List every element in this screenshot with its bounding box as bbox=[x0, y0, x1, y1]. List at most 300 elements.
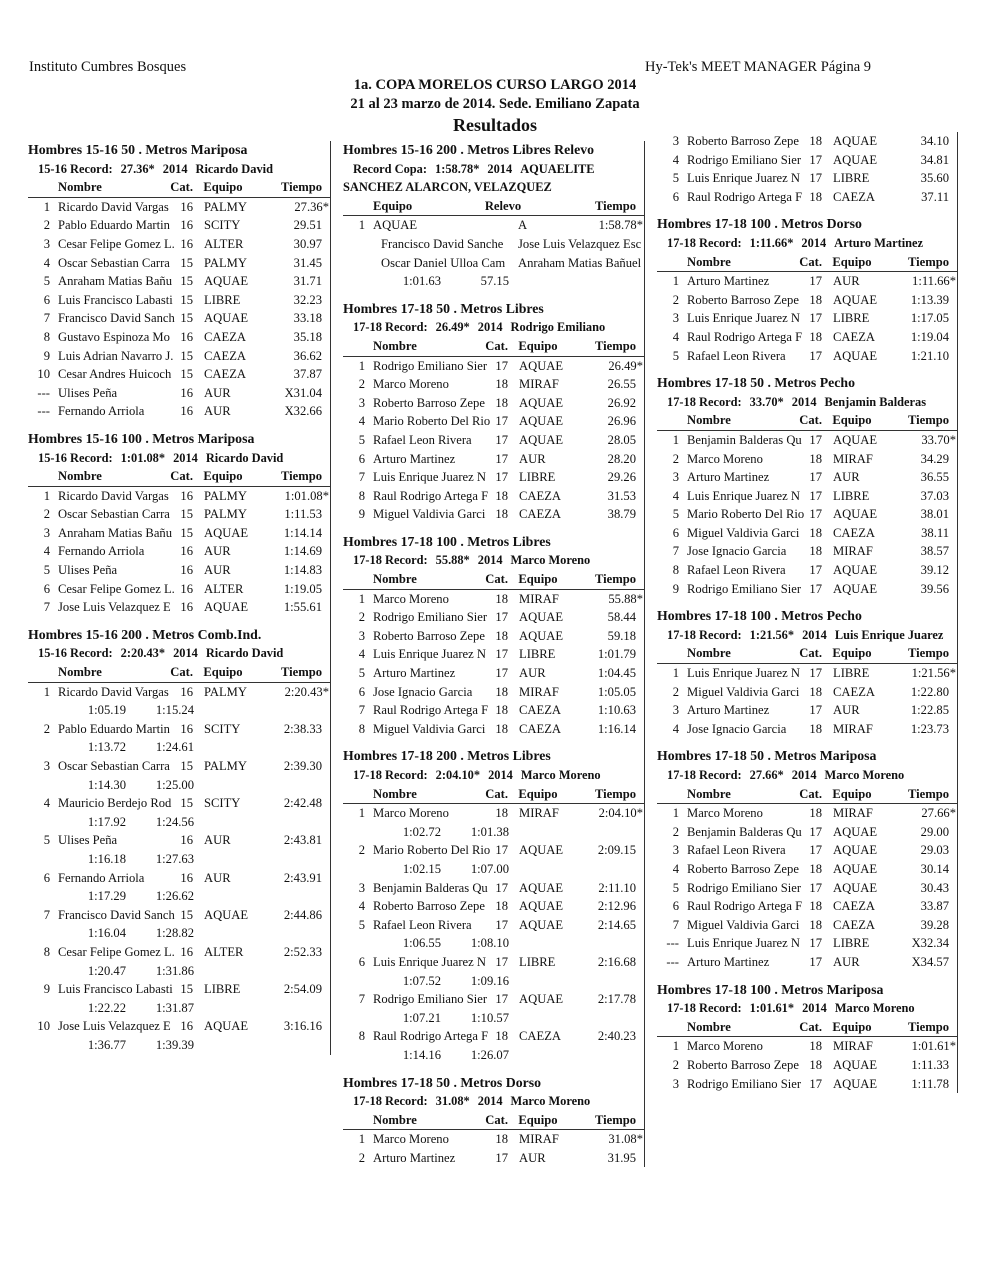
split-time: 1:22.22 bbox=[87, 1000, 126, 1015]
time: 1:14.69 bbox=[283, 544, 322, 559]
time: 1:19.05 bbox=[283, 581, 322, 596]
split-time: 1:26.07 bbox=[470, 1047, 509, 1062]
results-heading: Resultados bbox=[452, 115, 537, 135]
header-nombre: Nombre bbox=[373, 338, 417, 353]
split-time: 1:39.39 bbox=[155, 1037, 194, 1052]
team: MIRAF bbox=[833, 544, 873, 559]
record-year: 2014 bbox=[802, 1001, 827, 1016]
splits-row bbox=[343, 272, 644, 291]
place: 1 bbox=[43, 684, 50, 699]
team: AQUAE bbox=[833, 843, 878, 858]
age-category: 15 bbox=[180, 311, 193, 326]
swimmer-name: Luis Enrique Juarez N bbox=[373, 470, 486, 485]
header-equipo: Equipo bbox=[203, 469, 243, 484]
team: AQUAE bbox=[204, 1019, 249, 1034]
team: AUR bbox=[204, 385, 231, 400]
record-holder: AQUAELITE bbox=[520, 161, 595, 176]
record-holder: Marco Moreno bbox=[824, 768, 905, 782]
record-holder: Marco Moreno bbox=[520, 768, 601, 782]
result-row bbox=[657, 188, 957, 207]
age-category: 16 bbox=[180, 721, 193, 736]
time: 37.03 bbox=[920, 488, 949, 503]
place: 6 bbox=[358, 954, 365, 969]
time: 2:42.48 bbox=[283, 796, 322, 811]
swimmer-name: Francisco David Sanche bbox=[381, 236, 504, 251]
record-line bbox=[657, 234, 957, 253]
result-row bbox=[28, 906, 330, 925]
split-time: 1:24.56 bbox=[155, 814, 194, 829]
record-year: 2014 bbox=[802, 627, 827, 642]
header-equipo: Equipo bbox=[832, 254, 872, 269]
time: 30.43 bbox=[920, 880, 949, 895]
record-time: 1:01.08* bbox=[120, 450, 166, 465]
time: X34.57 bbox=[911, 954, 949, 969]
result-row bbox=[657, 1075, 957, 1094]
result-row bbox=[28, 683, 330, 702]
place: 1 bbox=[358, 218, 365, 233]
time: 2:09.15 bbox=[597, 843, 636, 858]
team: AQUAE bbox=[519, 414, 564, 429]
time: 38.79 bbox=[607, 507, 636, 522]
result-row bbox=[657, 487, 957, 506]
splits-row bbox=[343, 934, 644, 953]
event-section bbox=[28, 626, 330, 1055]
swimmer-name: Benjamin Balderas Qu bbox=[373, 880, 488, 895]
team: CAEZA bbox=[519, 721, 561, 736]
team: AQUAE bbox=[204, 907, 249, 922]
age-category: 16 bbox=[180, 944, 193, 959]
swimmer-name: Ricardo David Vargas bbox=[58, 684, 169, 699]
swimmer-name: Anraham Matias Bañuel bbox=[518, 255, 642, 270]
place: 5 bbox=[358, 432, 365, 447]
swimmer-name: Jose Ignacio Garcia bbox=[373, 684, 473, 699]
place: 5 bbox=[358, 666, 365, 681]
event-title: Hombres 17-18 50 . Metros Mariposa bbox=[657, 748, 877, 764]
swimmer-name: Fernando Arriola bbox=[58, 870, 145, 885]
time: 2:04.10* bbox=[598, 806, 643, 821]
record-time: 1:01.61* bbox=[749, 1001, 795, 1016]
swimmer-name: Marco Moreno bbox=[687, 1039, 763, 1054]
time: 28.05 bbox=[607, 432, 636, 447]
place: 4 bbox=[672, 861, 679, 876]
software-page-info: Hy-Tek's MEET MANAGER Página 9 bbox=[645, 59, 872, 75]
record-holder: Ricardo David bbox=[195, 161, 273, 176]
place: 4 bbox=[672, 152, 679, 167]
place: 1 bbox=[672, 666, 679, 681]
time: 27.36* bbox=[294, 199, 329, 214]
place: 8 bbox=[358, 1029, 365, 1044]
result-row bbox=[28, 235, 330, 254]
record-holder: Ricardo David bbox=[205, 646, 284, 661]
split-time: 1:16.04 bbox=[87, 926, 126, 941]
age-category: 16 bbox=[180, 385, 193, 400]
swimmer-name: Oscar Sebastian Carra bbox=[58, 255, 170, 270]
team: LIBRE bbox=[204, 982, 241, 997]
time: 31.53 bbox=[607, 488, 636, 503]
time: 33.87 bbox=[920, 899, 949, 914]
place: 3 bbox=[43, 236, 50, 251]
swimmer-name: Luis Enrique Juarez N bbox=[687, 171, 800, 186]
record-year: 2014 bbox=[162, 161, 188, 176]
relay-letter: A bbox=[518, 218, 528, 233]
time: 31.95 bbox=[607, 1150, 636, 1165]
swimmer-name: Arturo Martinez bbox=[687, 470, 770, 485]
header-equipo: Equipo bbox=[203, 180, 243, 195]
age-category: 17 bbox=[495, 647, 508, 662]
team: MIRAF bbox=[833, 721, 873, 736]
place: --- bbox=[666, 954, 679, 969]
swimmer-name: Rodrigo Emiliano Sier bbox=[687, 152, 802, 167]
swimmer-name: Pablo Eduardo Martin bbox=[58, 218, 170, 233]
split-time: 1:16.18 bbox=[87, 851, 126, 866]
swimmer-name: Arturo Martinez bbox=[687, 274, 770, 289]
team: AUR bbox=[519, 451, 546, 466]
place: 10 bbox=[37, 1019, 50, 1034]
age-category: 17 bbox=[495, 954, 508, 969]
swimmer-name: Luis Enrique Juarez N bbox=[687, 488, 800, 503]
result-row bbox=[28, 487, 330, 506]
team: AQUAE bbox=[833, 581, 878, 596]
record-label: 17-18 Record: bbox=[353, 553, 428, 568]
result-row bbox=[343, 505, 644, 524]
place: 6 bbox=[672, 525, 679, 540]
place: 4 bbox=[672, 329, 679, 344]
result-row bbox=[657, 580, 957, 599]
result-row bbox=[657, 505, 957, 524]
age-category: 17 bbox=[495, 432, 508, 447]
team: AQUAE bbox=[519, 917, 564, 932]
time: 1:16.14 bbox=[597, 721, 636, 736]
result-row bbox=[657, 431, 957, 450]
result-row bbox=[343, 1130, 644, 1149]
header-nombre: Nombre bbox=[58, 180, 102, 195]
team: LIBRE bbox=[833, 666, 870, 681]
swimmer-name: Raul Rodrigo Artega F bbox=[687, 329, 803, 344]
team: MIRAF bbox=[519, 377, 559, 392]
time: 37.11 bbox=[921, 189, 949, 204]
place: 3 bbox=[358, 880, 365, 895]
place: 7 bbox=[672, 917, 679, 932]
event-section bbox=[657, 607, 957, 738]
split-time: 1:02.15 bbox=[402, 861, 441, 876]
age-category: 16 bbox=[180, 199, 193, 214]
splits-row bbox=[343, 823, 644, 842]
age-category: 16 bbox=[180, 600, 193, 615]
time: 35.18 bbox=[293, 329, 322, 344]
result-row bbox=[657, 916, 957, 935]
age-category: 16 bbox=[180, 404, 193, 419]
record-label: Record Copa: bbox=[353, 161, 427, 176]
result-row bbox=[657, 804, 957, 823]
header-tiempo: Tiempo bbox=[907, 1019, 949, 1034]
result-row bbox=[657, 272, 957, 291]
place: 2 bbox=[672, 824, 679, 839]
time: 29.03 bbox=[920, 843, 949, 858]
header-relevo: Relevo bbox=[484, 198, 522, 213]
place: 8 bbox=[358, 488, 365, 503]
record-year: 2014 bbox=[791, 768, 817, 782]
age-category: 18 bbox=[809, 899, 822, 914]
swimmer-name: Marco Moreno bbox=[687, 451, 763, 466]
result-row bbox=[657, 468, 957, 487]
result-row bbox=[657, 151, 957, 170]
swimmer-name: Jose Ignacio Garcia bbox=[687, 544, 787, 559]
split-time: 1:27.63 bbox=[155, 851, 194, 866]
team: LIBRE bbox=[833, 171, 870, 186]
age-category: 16 bbox=[180, 684, 193, 699]
place: 6 bbox=[358, 684, 365, 699]
team: AQUAE bbox=[833, 824, 878, 839]
place: 4 bbox=[358, 414, 365, 429]
team: AQUAE bbox=[519, 899, 564, 914]
age-category: 17 bbox=[809, 507, 822, 522]
place: 1 bbox=[358, 806, 365, 821]
record-label: 17-18 Record: bbox=[667, 627, 742, 642]
header-equipo: Equipo bbox=[832, 1019, 872, 1034]
place: 9 bbox=[43, 348, 50, 363]
team: AQUAE bbox=[373, 218, 418, 233]
place: 10 bbox=[37, 367, 50, 382]
age-category: 16 bbox=[180, 1019, 193, 1034]
split-time: 1:13.72 bbox=[87, 740, 126, 755]
swimmer-name: Jose Ignacio Garcia bbox=[687, 721, 787, 736]
team: AQUAE bbox=[833, 432, 878, 447]
place: 5 bbox=[358, 917, 365, 932]
time: 26.49* bbox=[608, 358, 643, 373]
swimmer-name: Luis Enrique Juarez N bbox=[373, 954, 486, 969]
age-category: 18 bbox=[809, 917, 822, 932]
swimmer-name: Cesar Andres Huicoch bbox=[58, 367, 172, 382]
place: 4 bbox=[672, 721, 679, 736]
age-category: 18 bbox=[809, 1039, 822, 1054]
team: AQUAE bbox=[833, 292, 878, 307]
time: 34.29 bbox=[920, 451, 949, 466]
age-category: 15 bbox=[180, 759, 193, 773]
result-row bbox=[28, 580, 330, 599]
age-category: 18 bbox=[495, 721, 508, 736]
time: 2:20.43* bbox=[284, 684, 329, 699]
place: 4 bbox=[672, 488, 679, 503]
result-row bbox=[343, 375, 644, 394]
swimmer-name: Roberto Barroso Zepe bbox=[687, 134, 799, 148]
time: 33.70* bbox=[921, 432, 956, 447]
team: CAEZA bbox=[519, 703, 561, 718]
result-row bbox=[343, 590, 644, 609]
place: 8 bbox=[672, 563, 679, 578]
age-category: 18 bbox=[495, 1132, 508, 1147]
age-category: 17 bbox=[809, 824, 822, 839]
swimmer-name: Ricardo David Vargas bbox=[58, 488, 169, 503]
result-row bbox=[657, 934, 957, 953]
swimmer-name: Jose Luis Velazquez E bbox=[58, 600, 171, 615]
swimmer-name: Miguel Valdivia Garci bbox=[373, 721, 486, 736]
time: 39.12 bbox=[920, 563, 949, 578]
place: 1 bbox=[43, 488, 50, 503]
event-section bbox=[343, 747, 644, 1064]
record-time: 2:20.43* bbox=[120, 646, 166, 661]
age-category: 18 bbox=[809, 806, 822, 821]
team: SCITY bbox=[204, 218, 241, 233]
age-category: 15 bbox=[180, 255, 193, 270]
record-time: 27.66* bbox=[749, 768, 784, 782]
age-category: 15 bbox=[180, 982, 193, 997]
swimmer-name: Oscar Sebastian Carra bbox=[58, 759, 170, 773]
age-category: 16 bbox=[180, 236, 193, 251]
record-year: 2014 bbox=[477, 320, 503, 335]
place: 4 bbox=[358, 899, 365, 914]
team: AQUAE bbox=[519, 432, 564, 447]
record-line bbox=[657, 393, 957, 412]
age-category: 17 bbox=[495, 1150, 508, 1165]
splits-row bbox=[343, 972, 644, 991]
header-nombre: Nombre bbox=[687, 254, 731, 269]
event-title: Hombres 17-18 50 . Metros Pecho bbox=[657, 375, 855, 391]
age-category: 16 bbox=[180, 581, 193, 596]
time: 37.87 bbox=[293, 367, 322, 382]
age-category: 17 bbox=[495, 414, 508, 429]
event-title: Hombres 15-16 50 . Metros Mariposa bbox=[28, 142, 248, 157]
age-category: 17 bbox=[495, 451, 508, 466]
record-line bbox=[28, 449, 330, 468]
place: 2 bbox=[358, 1150, 365, 1165]
split-time: 1:31.87 bbox=[155, 1000, 194, 1015]
team: CAEZA bbox=[204, 329, 246, 344]
swimmer-name: Marco Moreno bbox=[373, 591, 449, 606]
place: 9 bbox=[358, 507, 365, 522]
record-time: 1:11.66* bbox=[749, 235, 794, 250]
result-row bbox=[28, 198, 330, 217]
place: 8 bbox=[358, 721, 365, 736]
swimmer-name: Raul Rodrigo Artega F bbox=[373, 1029, 489, 1044]
result-row bbox=[28, 272, 330, 291]
team: AUR bbox=[204, 870, 231, 885]
place: 2 bbox=[358, 843, 365, 858]
split-time: 1:17.92 bbox=[87, 814, 126, 829]
team: ALTER bbox=[204, 944, 244, 959]
event-title: Hombres 17-18 50 . Metros Libres bbox=[343, 300, 544, 316]
header-equipo: Equipo bbox=[203, 665, 243, 680]
swimmer-name: Pablo Eduardo Martin bbox=[58, 721, 170, 736]
age-category: 18 bbox=[495, 703, 508, 718]
event-section bbox=[343, 141, 644, 291]
result-row bbox=[657, 309, 957, 328]
time: 2:12.96 bbox=[597, 899, 636, 914]
splits-row bbox=[343, 1009, 644, 1028]
age-category: 18 bbox=[809, 1057, 822, 1072]
team: ALTER bbox=[204, 581, 244, 596]
time: 2:43.81 bbox=[283, 833, 322, 848]
event-title: Hombres 17-18 50 . Metros Dorso bbox=[343, 1074, 541, 1090]
team: AUR bbox=[833, 470, 860, 485]
header-cat: Cat. bbox=[485, 338, 508, 353]
team: MIRAF bbox=[833, 451, 873, 466]
team: AQUAE bbox=[833, 348, 878, 363]
place: 4 bbox=[43, 255, 50, 270]
time: 33.18 bbox=[293, 311, 322, 326]
time: 31.71 bbox=[293, 274, 322, 289]
result-row bbox=[343, 897, 644, 916]
place: 3 bbox=[672, 470, 679, 485]
result-row bbox=[28, 216, 330, 235]
team: AQUAE bbox=[519, 395, 564, 410]
time: 27.66* bbox=[921, 806, 956, 821]
age-category: 17 bbox=[809, 703, 822, 718]
event-section bbox=[657, 215, 957, 365]
event-title: Hombres 15-16 200 . Metros Libres Relevo bbox=[343, 142, 594, 157]
record-time: 33.70* bbox=[749, 394, 784, 409]
header-cat: Cat. bbox=[170, 180, 193, 195]
team: MIRAF bbox=[519, 806, 559, 821]
team: AUR bbox=[519, 1150, 546, 1165]
record-label: 15-16 Record: bbox=[38, 450, 113, 465]
time: 31.45 bbox=[293, 255, 322, 270]
swimmer-name: Marco Moreno bbox=[687, 806, 763, 821]
age-category: 18 bbox=[809, 525, 822, 540]
age-category: 17 bbox=[809, 488, 822, 503]
team: MIRAF bbox=[519, 684, 559, 699]
result-row bbox=[343, 468, 644, 487]
record-holder: Ricardo David bbox=[205, 450, 284, 465]
record-holder: Luis Enrique Juarez bbox=[834, 627, 944, 642]
header-tiempo: Tiempo bbox=[280, 469, 322, 484]
record-time: 1:21.56* bbox=[749, 627, 795, 642]
relay-swimmers-row bbox=[343, 235, 644, 254]
result-row bbox=[343, 608, 644, 627]
team: AQUAE bbox=[833, 152, 878, 167]
team: AQUAE bbox=[204, 274, 249, 289]
age-category: 18 bbox=[809, 544, 822, 559]
team: AQUAE bbox=[204, 525, 249, 540]
time: 1:11.78 bbox=[911, 1076, 949, 1091]
swimmer-name: Rafael Leon Rivera bbox=[687, 843, 786, 858]
header-tiempo: Tiempo bbox=[594, 1112, 636, 1127]
swimmer-name: Raul Rodrigo Artega F bbox=[373, 488, 489, 503]
swimmer-name: Luis Enrique Juarez N bbox=[687, 666, 800, 681]
age-category: 17 bbox=[495, 843, 508, 858]
place: 1 bbox=[672, 806, 679, 821]
place: --- bbox=[666, 936, 679, 951]
team: AUR bbox=[204, 404, 231, 419]
place: 2 bbox=[43, 721, 50, 736]
header-cat: Cat. bbox=[799, 1019, 822, 1034]
results-column-1 bbox=[28, 141, 331, 1055]
swimmer-name: Mario Roberto Del Rio bbox=[373, 843, 491, 858]
time: 1:55.61 bbox=[283, 600, 322, 615]
time: 58.44 bbox=[607, 610, 636, 625]
team: CAEZA bbox=[833, 189, 875, 204]
age-category: 18 bbox=[495, 488, 508, 503]
record-holder: Marco Moreno bbox=[510, 1094, 591, 1109]
result-row bbox=[28, 505, 330, 524]
record-line bbox=[343, 551, 644, 570]
header-equipo: Equipo bbox=[832, 646, 872, 661]
place: 3 bbox=[672, 843, 679, 858]
result-row bbox=[28, 402, 330, 421]
header-equipo: Equipo bbox=[518, 338, 558, 353]
result-row bbox=[343, 916, 644, 935]
team: AQUAE bbox=[519, 358, 564, 373]
swimmer-name: Francisco David Sanch bbox=[58, 907, 175, 922]
splits-row bbox=[28, 776, 330, 795]
header-tiempo: Tiempo bbox=[280, 180, 322, 195]
swimmer-name: Luis Enrique Juarez N bbox=[687, 311, 800, 326]
record-holder: Rodrigo Emiliano bbox=[510, 320, 606, 335]
place: 3 bbox=[358, 628, 365, 643]
table-header bbox=[343, 785, 644, 805]
team: CAEZA bbox=[204, 367, 246, 382]
place: 2 bbox=[672, 292, 679, 307]
age-category: 17 bbox=[495, 610, 508, 625]
